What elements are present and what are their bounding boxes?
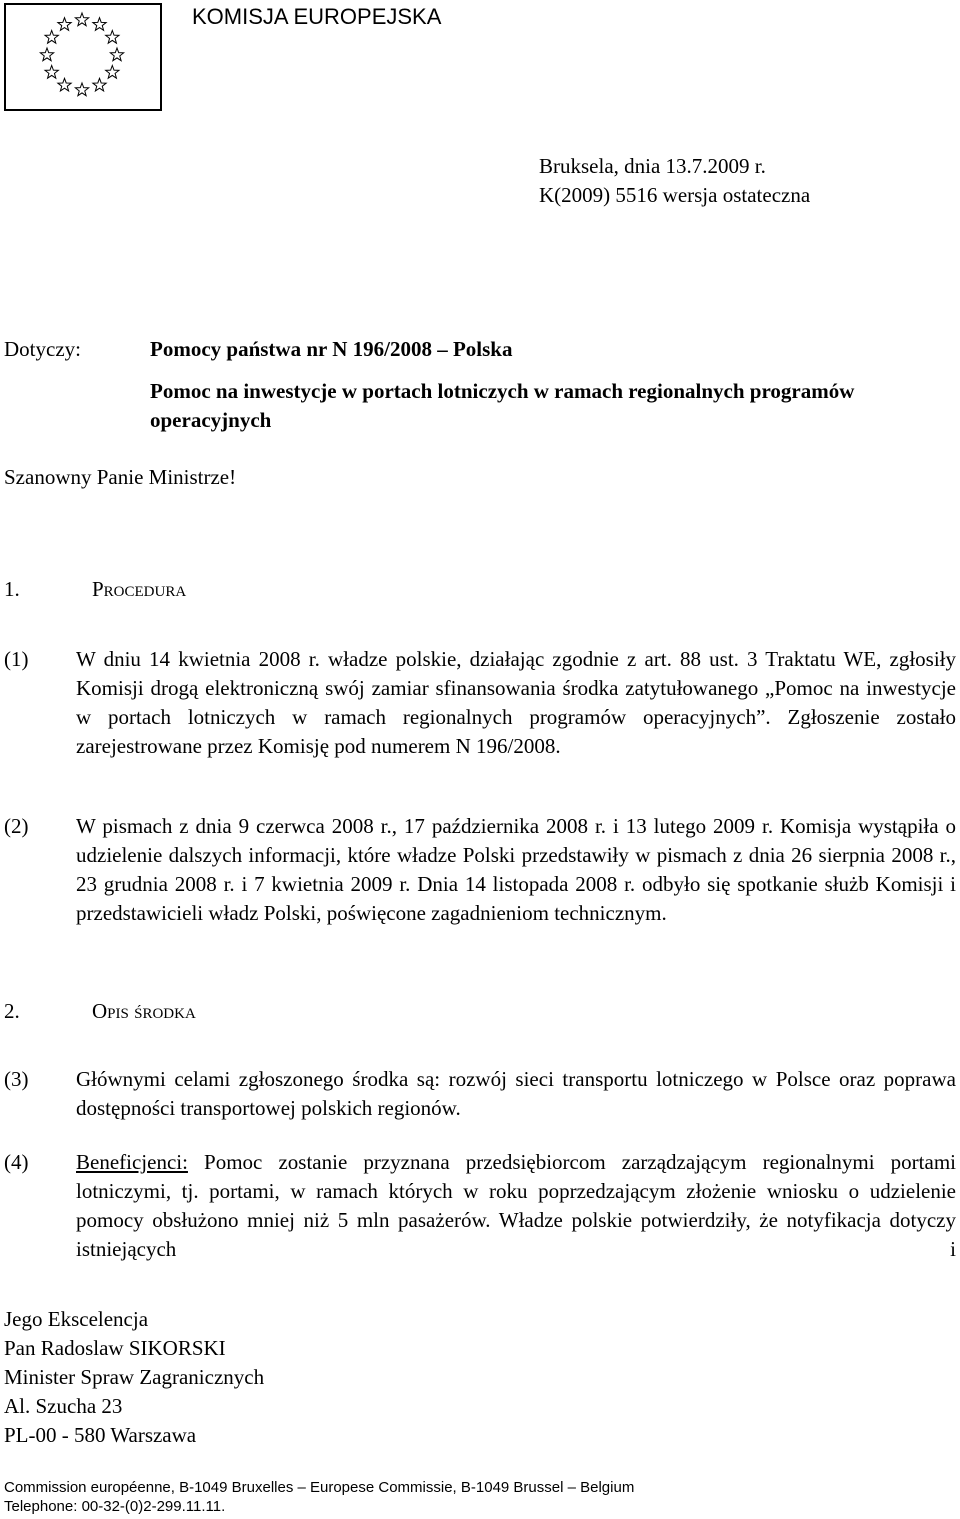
paragraph-number: (1) [4, 647, 29, 671]
section-title: Opis środka [92, 999, 196, 1023]
document-reference: K(2009) 5516 wersja ostateczna [539, 183, 811, 207]
eu-flag-logo [4, 3, 162, 111]
address-line: Al. Szucha 23 [4, 1394, 123, 1418]
star-icon [40, 48, 53, 61]
paragraph-text [76, 1148, 956, 1264]
star-icon [58, 78, 71, 91]
star-icon [93, 18, 106, 31]
subject-label: Dotyczy: [4, 337, 81, 361]
address-line: PL-00 - 580 Warszawa [4, 1423, 197, 1447]
paragraph-4 [4, 1148, 956, 1268]
beneficiaries-label: Beneficjenci: [76, 1150, 188, 1174]
section-number: 1. [4, 577, 20, 601]
section-heading-measure-description [4, 999, 404, 1029]
paragraph-2 [4, 812, 956, 962]
subject-subtitle: Pomoc na inwestycje w portach lotniczych w ramach regionalnych programów operacyjnych [150, 379, 855, 432]
paragraph-text: W dniu 14 kwietnia 2008 r. władze polskie, działając zgodnie z art. 88 ust. 3 Traktatu WE, zgłosiły Komisji drogą elektroniczną swój zamiar sfinansowania środka zatytułowanego „Pomoc na inwestycje w portach lotniczych w ramach regionalnych programów operacyjnych”. Zgłoszenie zostało zarejestrowane przez Komisję pod numerem N 196/2008. [76, 647, 956, 758]
star-icon [75, 83, 88, 96]
section-title: Procedura [92, 577, 187, 601]
section-number: 2. [4, 999, 20, 1023]
paragraph-number: (3) [4, 1067, 29, 1091]
paragraph-text: W pismach z dnia 9 czerwca 2008 r., 17 października 2008 r. i 13 lutego 2009 r. Komisja wystąpiła o udzielenie dalszych informacji, które władze Polski przedstawiły w pismach z dnia 26 sierpnia 2008 r., 23 grudnia 2008 r. i 7 kwietnia 2009 r. Dnia 14 listopada 2008 r. odbyło się spotkanie służb Komisji i przedstawicieli władz Polski, poświęcone zagadnieniom technicznym. [76, 814, 956, 925]
organization-name: KOMISJA EUROPEJSKA [192, 4, 442, 29]
footer-address: Commission européenne, B-1049 Bruxelles – Europese Commissie, B-1049 Brussel – Belgium [4, 1479, 635, 1496]
star-icon [58, 18, 71, 31]
footer-telephone: Telephone: 00-32-(0)2-299.11.11. [4, 1498, 226, 1515]
salutation: Szanowny Panie Ministrze! [4, 465, 237, 489]
recipient-address [4, 1305, 264, 1450]
star-icon [75, 13, 88, 26]
address-line: Minister Spraw Zagranicznych [4, 1365, 265, 1389]
paragraph-number: (4) [4, 1150, 29, 1174]
star-icon [93, 78, 106, 91]
subject-title: Pomocy państwa nr N 196/2008 – Polska [150, 337, 513, 361]
section-heading-procedure [4, 577, 404, 607]
star-icon [45, 31, 58, 44]
star-icon [106, 66, 119, 79]
address-line: Jego Ekscelencja [4, 1307, 149, 1331]
address-line: Pan Radoslaw SIKORSKI [4, 1336, 226, 1360]
paragraph-number: (2) [4, 814, 29, 838]
paragraph-1 [4, 645, 956, 765]
star-icon [110, 48, 123, 61]
beneficiaries-text: Pomoc zostanie przyznana przedsiębiorcom zarządzającym regionalnymi portami lotniczymi, tj. portami, w ramach których w roku poprzedzającym złożenie wniosku o udzielenie pomocy obsłużono mniej niż 5 mln pasażerów. Władze polskie potwierdziły, że notyfikacja dotyczy istniejących i [76, 1150, 956, 1261]
eu-flag-stars-icon [6, 5, 160, 109]
star-icon [45, 66, 58, 79]
paragraph-text: Głównymi celami zgłoszonego środka są: rozwój sieci transportu lotniczego w Polsce oraz poprawa dostępności transportowej polskich regionów. [76, 1067, 956, 1120]
star-icon [106, 31, 119, 44]
paragraph-3 [4, 1065, 956, 1125]
footer [4, 1478, 634, 1516]
document-date: Bruksela, dnia 13.7.2009 r. [539, 154, 766, 178]
